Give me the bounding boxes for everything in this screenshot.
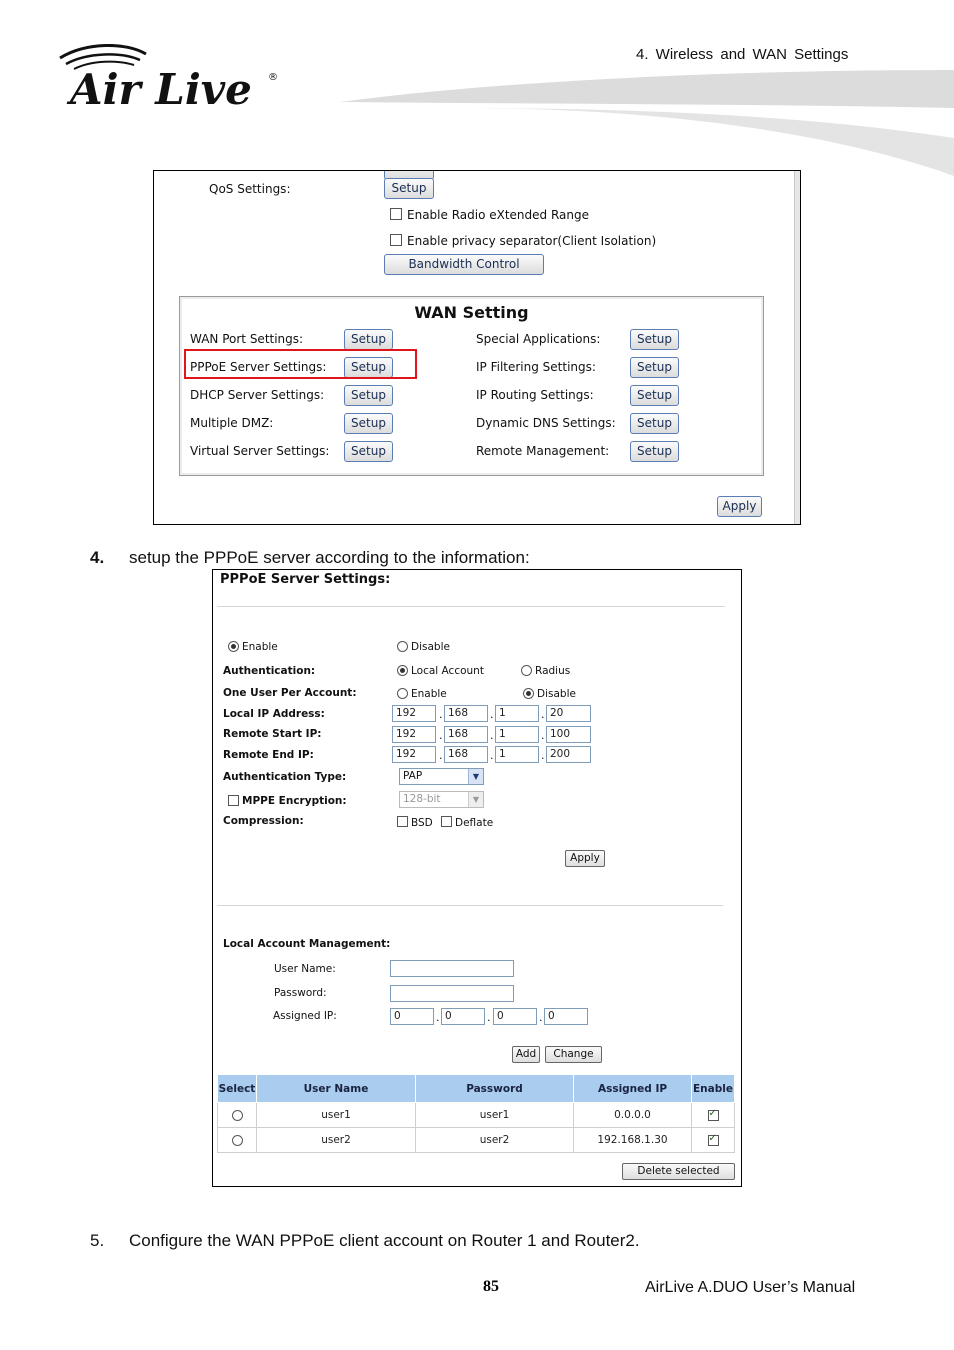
page-number: 85	[483, 1278, 499, 1295]
change-button[interactable]: Change	[545, 1046, 602, 1063]
dhcp-server-setup-button[interactable]: Setup	[344, 385, 393, 406]
dhcp-server-settings-label: DHCP Server Settings:	[190, 388, 325, 402]
user-name-input[interactable]	[390, 960, 514, 977]
table-row	[218, 1103, 735, 1128]
wan-setting-title: WAN Setting	[414, 303, 529, 322]
delete-selected-button[interactable]: Delete selected	[622, 1163, 735, 1180]
row-password: user2	[416, 1128, 574, 1153]
password-input[interactable]	[390, 985, 514, 1002]
row-enable-checkbox[interactable]	[708, 1110, 719, 1121]
local-ip-octet-2[interactable]: 168	[444, 705, 488, 722]
wan-port-setup-button[interactable]: Setup	[344, 329, 393, 350]
privacy-separator-checkbox[interactable]	[390, 234, 402, 246]
server-enable-label: Enable	[242, 641, 278, 653]
header-swoosh-decoration	[340, 68, 954, 180]
user-name-label: User Name:	[274, 963, 336, 975]
local-ip-octet-1[interactable]: 192	[392, 705, 436, 722]
compression-label: Compression:	[223, 815, 304, 827]
apply-button[interactable]: Apply	[717, 496, 762, 517]
assigned-ip-octet-4[interactable]: 0	[544, 1008, 588, 1025]
radio-extended-range-checkbox[interactable]	[390, 208, 402, 220]
remote-start-octet-3[interactable]: 1	[495, 726, 539, 743]
authentication-type-select[interactable]	[399, 768, 484, 785]
qos-setup-button[interactable]: Setup	[384, 178, 434, 199]
multiple-dmz-setup-button[interactable]: Setup	[344, 413, 393, 434]
remote-management-label: Remote Management:	[476, 444, 610, 458]
pppoe-settings-title: PPPoE Server Settings:	[220, 572, 391, 587]
column-header: Assigned IP	[574, 1075, 692, 1103]
step-5-number: 5.	[90, 1231, 105, 1250]
row-select-radio[interactable]	[232, 1110, 243, 1121]
one-user-disable-radio[interactable]	[523, 688, 534, 699]
divider	[217, 606, 725, 607]
one-user-disable-label: Disable	[537, 688, 576, 700]
row-user-name: user2	[257, 1128, 416, 1153]
wan-setting-panel	[179, 296, 764, 476]
dynamic-dns-setup-button[interactable]: Setup	[630, 413, 679, 434]
pppoe-apply-button[interactable]: Apply	[565, 850, 605, 867]
special-applications-setup-button[interactable]: Setup	[630, 329, 679, 350]
pppoe-server-settings-screenshot: PPPoE Server Settings: Enable Disable Authentication: Local Account Radius One User Per Account: Enable Disable Local IP Address: 192 . 168 . 1 . 20 Remote Start IP: 192 . 168 . 1 . 100 Remote End IP: 192 . 168 . 1 . 200 Authentication Type: PAP ▼ MPPE Encryption: 128-bit ▼ Compression: BSD Deflate Apply Local Account Management: User Name: Password: Assigned IP: 0 . 0 . 0 . 0 Add Change Select User Name Password Assigned IP Enable user1 user1 0.0.0.0 ✓ user2 user2 192.168.1.30 ✓ Delete selected	[212, 569, 742, 1187]
ip-filtering-setup-button[interactable]: Setup	[630, 357, 679, 378]
scrollbar[interactable]	[794, 171, 800, 524]
svg-text:®: ®	[268, 72, 278, 83]
remote-end-octet-3[interactable]: 1	[495, 746, 539, 763]
bsd-checkbox[interactable]	[397, 816, 408, 827]
remote-start-ip-label: Remote Start IP:	[223, 728, 322, 740]
server-enable-radio[interactable]	[228, 641, 239, 652]
step-4-text: setup the PPPoE server according to the information:	[129, 548, 530, 567]
remote-end-ip-label: Remote End IP:	[223, 749, 314, 761]
row-assigned-ip: 0.0.0.0	[574, 1103, 692, 1128]
remote-start-octet-1[interactable]: 192	[392, 726, 436, 743]
pppoe-server-setup-button[interactable]: Setup	[344, 357, 393, 378]
one-user-enable-radio[interactable]	[397, 688, 408, 699]
remote-end-octet-4[interactable]: 200	[546, 746, 591, 763]
ip-filtering-settings-label: IP Filtering Settings:	[476, 360, 596, 374]
password-label: Password:	[274, 987, 327, 999]
local-account-label: Local Account	[411, 665, 484, 677]
airlive-logo	[56, 44, 286, 114]
step-4-number: 4.	[90, 548, 105, 567]
chevron-down-icon: ▼	[468, 792, 483, 807]
server-disable-label: Disable	[411, 641, 450, 653]
remote-end-octet-2[interactable]: 168	[444, 746, 488, 763]
divider	[217, 905, 723, 906]
row-user-name: user1	[257, 1103, 416, 1128]
privacy-separator-label: Enable privacy separator(Client Isolation)	[407, 234, 657, 248]
chapter-heading: 4. Wireless and WAN Settings	[636, 46, 849, 63]
column-header: Enable	[692, 1075, 735, 1103]
pppoe-server-settings-label: PPPoE Server Settings:	[190, 360, 327, 374]
dynamic-dns-settings-label: Dynamic DNS Settings:	[476, 416, 616, 430]
special-applications-label: Special Applications:	[476, 332, 601, 346]
mppe-encryption-checkbox[interactable]	[228, 795, 239, 806]
remote-start-octet-4[interactable]: 100	[546, 726, 591, 743]
authentication-type-label: Authentication Type:	[223, 771, 347, 783]
row-enable-checkbox[interactable]	[708, 1135, 719, 1146]
multiple-dmz-label: Multiple DMZ:	[190, 416, 274, 430]
svg-text:Air Live: Air Live	[70, 65, 252, 114]
column-header: Select	[218, 1075, 257, 1103]
row-password: user1	[416, 1103, 574, 1128]
bandwidth-control-button[interactable]: Bandwidth Control	[384, 254, 544, 275]
chevron-down-icon: ▼	[468, 769, 483, 784]
one-user-enable-label: Enable	[411, 688, 447, 700]
table-row	[218, 1128, 735, 1153]
mppe-bits-select[interactable]	[399, 791, 484, 808]
row-assigned-ip: 192.168.1.30	[574, 1128, 692, 1153]
add-button[interactable]: Add	[512, 1046, 540, 1063]
wan-port-settings-label: WAN Port Settings:	[190, 332, 304, 346]
local-account-management-label: Local Account Management:	[223, 938, 391, 950]
assigned-ip-octet-3[interactable]: 0	[493, 1008, 537, 1025]
local-ip-octet-3[interactable]: 1	[495, 705, 539, 722]
assigned-ip-octet-2[interactable]: 0	[441, 1008, 485, 1025]
row-select-radio[interactable]	[232, 1135, 243, 1146]
ip-routing-settings-label: IP Routing Settings:	[476, 388, 594, 402]
radius-label: Radius	[535, 665, 571, 677]
radio-extended-range-label: Enable Radio eXtended Range	[407, 208, 589, 222]
bsd-label: BSD	[411, 817, 433, 829]
local-ip-octet-4[interactable]: 20	[546, 705, 591, 722]
remote-management-setup-button[interactable]: Setup	[630, 441, 679, 462]
pppoe-highlight-box	[184, 349, 417, 379]
mppe-bits-value: 128-bit	[403, 793, 441, 805]
router-wireless-settings-screenshot	[153, 170, 801, 525]
virtual-server-setup-button[interactable]: Setup	[344, 441, 393, 462]
one-user-per-account-label: One User Per Account:	[223, 687, 357, 699]
radius-radio[interactable]	[521, 665, 532, 676]
qos-settings-label: QoS Settings:	[209, 182, 291, 196]
virtual-server-settings-label: Virtual Server Settings:	[190, 444, 330, 458]
remote-start-octet-2[interactable]: 168	[444, 726, 488, 743]
table-header-row	[218, 1075, 735, 1103]
account-table	[217, 1074, 735, 1153]
deflate-checkbox[interactable]	[441, 816, 452, 827]
mppe-encryption-label: MPPE Encryption:	[242, 795, 347, 807]
assigned-ip-label: Assigned IP:	[273, 1010, 337, 1022]
assigned-ip-octet-1[interactable]: 0	[390, 1008, 434, 1025]
step-5-text: Configure the WAN PPPoE client account on Router 1 and Router2.	[129, 1231, 640, 1250]
authentication-label: Authentication:	[223, 665, 316, 677]
column-header: Password	[416, 1075, 574, 1103]
deflate-label: Deflate	[455, 817, 494, 829]
authentication-type-value: PAP	[403, 770, 423, 782]
remote-end-octet-1[interactable]: 192	[392, 746, 436, 763]
local-account-radio[interactable]	[397, 665, 408, 676]
server-disable-radio[interactable]	[397, 641, 408, 652]
ip-routing-setup-button[interactable]: Setup	[630, 385, 679, 406]
local-ip-label: Local IP Address:	[223, 708, 325, 720]
column-header: User Name	[257, 1075, 416, 1103]
manual-title: AirLive A.DUO User’s Manual	[645, 1279, 856, 1296]
